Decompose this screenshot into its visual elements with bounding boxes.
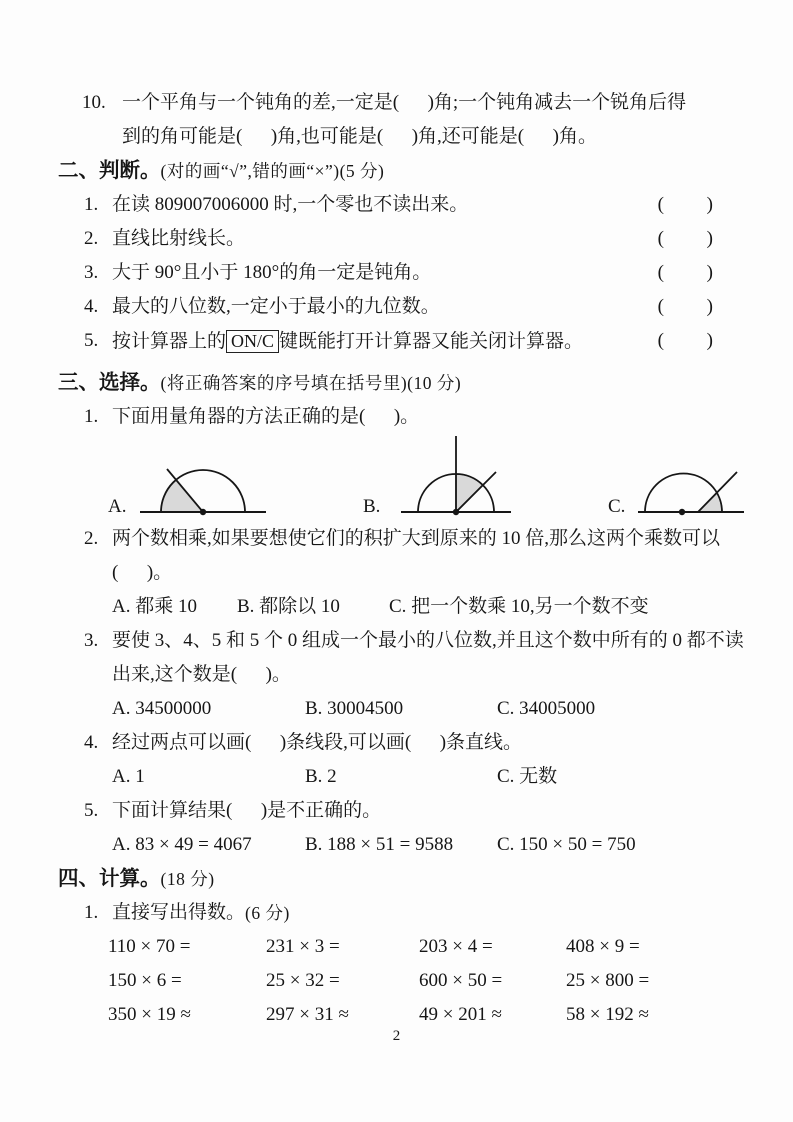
section-2-header <box>58 154 737 188</box>
option-a: A. 83 × 49 = 4067 <box>112 834 252 855</box>
item-number: 2. <box>84 228 99 249</box>
item-points-note: (6 分) <box>245 903 290 923</box>
question-text <box>112 624 744 692</box>
protractor-figure-b <box>363 434 518 522</box>
protractor-figure-c <box>608 444 746 522</box>
question-line2: ( )。 <box>112 562 173 583</box>
calc-expression: 25 × 32 = <box>266 970 340 991</box>
answer-parentheses: ( ) <box>657 296 713 317</box>
answer-parentheses: ( ) <box>657 330 713 351</box>
choice-question-5 <box>84 794 737 828</box>
option-b: B. 188 × 51 = 9588 <box>305 834 454 855</box>
answer-parentheses: ( ) <box>657 194 713 215</box>
option-b: B. 30004500 <box>305 698 404 719</box>
choice-options-4 <box>112 760 737 794</box>
section-3-header <box>58 366 737 400</box>
protractor-diagram-a <box>138 444 268 522</box>
item-text <box>112 324 658 358</box>
option-c: C. 150 × 50 = 750 <box>497 834 636 855</box>
calc-expression: 408 × 9 = <box>566 936 640 957</box>
shaded-sector <box>161 480 203 512</box>
section-2-note: (对的画“√”,错的画“×”)(5 分) <box>160 161 385 181</box>
protractor-diagram-b <box>393 434 518 522</box>
calc-expression: 25 × 800 = <box>566 970 650 991</box>
mental-math-grid <box>108 930 737 1032</box>
item-number: 1. <box>84 406 99 427</box>
option-a: A. 1 <box>112 766 145 787</box>
item-number: 5. <box>84 800 99 821</box>
option-c: C. 34005000 <box>497 698 596 719</box>
judgment-item-4 <box>84 290 737 324</box>
judgment-item-1 <box>84 188 737 222</box>
question-line1: 要使 3、4、5 和 5 个 0 组成一个最小的八位数,并且这个数中所有的 0 都不读 <box>112 630 744 651</box>
calc-expression: 231 × 3 = <box>266 936 340 957</box>
calc-expression: 297 × 31 ≈ <box>266 1004 349 1025</box>
question-10-text <box>122 86 686 154</box>
figure-label-c: C. <box>608 496 626 517</box>
item-text-after: 键既能打开计算器又能关闭计算器。 <box>279 331 584 352</box>
item-text: 直线比射线长。 <box>112 228 246 249</box>
calc-expression: 203 × 4 = <box>419 936 493 957</box>
calc-expression: 49 × 201 ≈ <box>419 1004 502 1025</box>
item-number: 2. <box>84 528 99 549</box>
option-b: B. 2 <box>305 766 337 787</box>
figure-label-a: A. <box>108 496 127 517</box>
option-c: C. 把一个数乘 10,另一个数不变 <box>389 596 649 617</box>
question-10-number: 10. <box>82 92 106 113</box>
item-number: 3. <box>84 630 99 651</box>
protractor-figure-a <box>108 444 268 522</box>
calc-expression: 600 × 50 = <box>419 970 503 991</box>
item-text: 在读 809007006000 时,一个零也不读出来。 <box>112 194 469 215</box>
question-10-line1: 一个平角与一个钝角的差,一定是( )角;一个钝角减去一个锐角后得 <box>122 92 687 113</box>
option-c: C. 无数 <box>497 766 558 787</box>
page-content <box>58 86 744 1032</box>
choice-options-3 <box>112 692 737 726</box>
question-line2: 出来,这个数是( )。 <box>112 664 291 685</box>
item-text: 最大的八位数,一定小于最小的九位数。 <box>112 296 440 317</box>
choice-question-1 <box>84 400 737 434</box>
item-number: 3. <box>84 262 99 283</box>
section-4-title: 四、计算。 <box>58 868 161 890</box>
choice-question-2 <box>84 522 737 590</box>
item-text: 大于 90°且小于 180°的角一定是钝角。 <box>112 262 432 283</box>
protractor-figures-row <box>108 434 737 522</box>
judgment-item-3 <box>84 256 737 290</box>
answer-parentheses: ( ) <box>657 262 713 283</box>
calc-expression: 110 × 70 = <box>108 936 191 957</box>
item-text: 下面用量角器的方法正确的是( )。 <box>112 406 420 427</box>
choice-options-5 <box>112 828 737 862</box>
answer-parentheses: ( ) <box>657 228 713 249</box>
shaded-sector <box>456 474 483 512</box>
protractor-diagram-c <box>638 444 746 522</box>
item-text: 直接写出得数。 <box>112 902 246 923</box>
option-b: B. 都除以 10 <box>237 596 340 617</box>
section-3-title: 三、选择。 <box>58 372 161 394</box>
page-number: 2 <box>392 1028 401 1044</box>
item-number: 1. <box>84 902 99 923</box>
calc-expression: 150 × 6 = <box>108 970 182 991</box>
calculator-onc-key: ON/C <box>226 330 279 353</box>
calc-expression: 58 × 192 ≈ <box>566 1004 649 1025</box>
item-text-before: 按计算器上的 <box>112 331 227 352</box>
section-3-note: (将正确答案的序号填在括号里)(10 分) <box>160 373 462 393</box>
item-number: 1. <box>84 194 99 215</box>
center-dot <box>200 509 206 515</box>
question-10 <box>82 86 737 154</box>
choice-options-2 <box>112 590 737 624</box>
item-number: 4. <box>84 296 99 317</box>
question-10-line2: 到的角可能是( )角,也可能是( )角,还可能是( )角。 <box>122 126 597 147</box>
question-line1: 两个数相乘,如果要想使它们的积扩大到原来的 10 倍,那么这两个乘数可以 <box>112 528 721 549</box>
item-number: 5. <box>84 330 99 351</box>
choice-question-3 <box>84 624 744 692</box>
judgment-item-5 <box>84 324 737 358</box>
calc-expression: 350 × 19 ≈ <box>108 1004 191 1025</box>
question-text <box>112 522 720 590</box>
section-4-header <box>58 862 737 896</box>
section-4-note: (18 分) <box>160 869 215 889</box>
option-a: A. 都乘 10 <box>112 596 197 617</box>
calc-subquestion-1 <box>84 896 737 930</box>
item-text: 下面计算结果( )是不正确的。 <box>112 800 382 821</box>
section-2-title: 二、判断。 <box>58 160 161 182</box>
center-dot <box>679 509 685 515</box>
choice-question-4 <box>84 726 737 760</box>
figure-label-b: B. <box>363 496 381 517</box>
item-text: 经过两点可以画( )条线段,可以画( )条直线。 <box>112 732 523 753</box>
center-dot <box>453 509 459 515</box>
item-number: 4. <box>84 732 99 753</box>
judgment-item-2 <box>84 222 737 256</box>
option-a: A. 34500000 <box>112 698 212 719</box>
